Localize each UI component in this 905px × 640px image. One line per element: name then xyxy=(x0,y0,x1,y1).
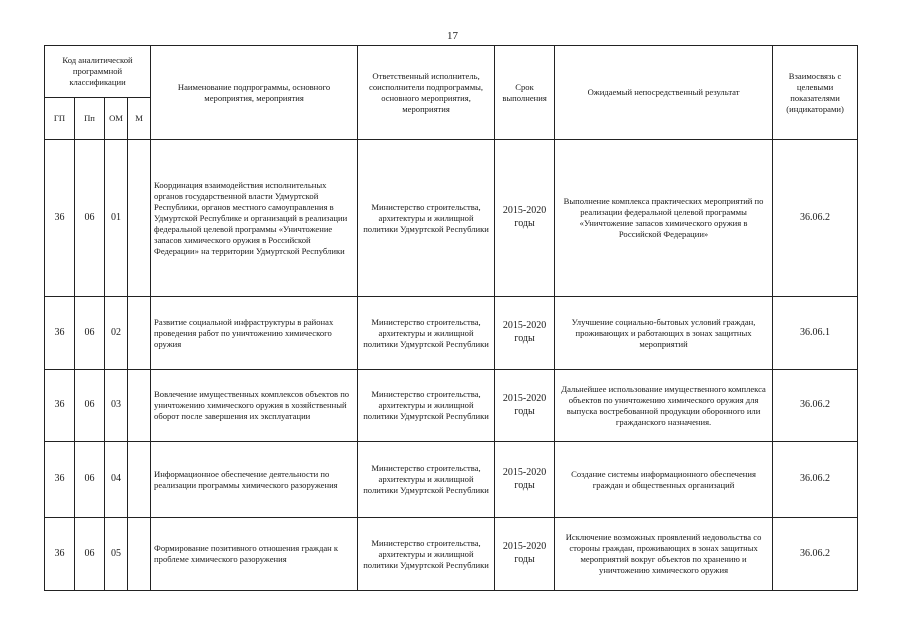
table-row xyxy=(45,518,858,591)
cell-om: 02 xyxy=(105,297,128,370)
cell-name: Развитие социальной инфраструктуры в районах проведения работ по уничтожению химического оружия xyxy=(151,297,358,370)
header-code-group: Код аналитической программной классификации xyxy=(45,46,151,98)
cell-om: 05 xyxy=(105,518,128,591)
cell-m xyxy=(128,140,151,297)
cell-term: 2015-2020 годы xyxy=(495,370,555,442)
cell-m xyxy=(128,518,151,591)
program-table xyxy=(44,45,858,591)
cell-gp: 36 xyxy=(45,297,75,370)
cell-name: Вовлечение имущественных комплексов объектов по уничтожению химического оружия в хозяйственный оборот после завершения их эксплуатации xyxy=(151,370,358,442)
header-pp: Пп xyxy=(75,98,105,140)
cell-result: Улучшение социально-бытовых условий граждан, проживающих и работающих в зонах защитных мероприятий xyxy=(555,297,773,370)
cell-executor: Министерство строительства, архитектуры и жилищной политики Удмуртской Республики xyxy=(358,140,495,297)
cell-pp: 06 xyxy=(75,140,105,297)
cell-result: Выполнение комплекса практических мероприятий по реализации федеральной целевой программы «Уничтожение запасов химического оружия в Российской Федерации» xyxy=(555,140,773,297)
header-m: М xyxy=(128,98,151,140)
cell-executor: Министерство строительства, архитектуры и жилищной политики Удмуртской Республики xyxy=(358,518,495,591)
cell-indicator: 36.06.2 xyxy=(773,140,858,297)
cell-name: Информационное обеспечение деятельности по реализации программы химического разоружения xyxy=(151,442,358,518)
cell-pp: 06 xyxy=(75,442,105,518)
cell-gp: 36 xyxy=(45,140,75,297)
cell-indicator: 36.06.1 xyxy=(773,297,858,370)
cell-executor: Министерство строительства, архитектуры и жилищной политики Удмуртской Республики xyxy=(358,442,495,518)
cell-gp: 36 xyxy=(45,518,75,591)
cell-om: 04 xyxy=(105,442,128,518)
cell-term: 2015-2020 годы xyxy=(495,518,555,591)
header-gp: ГП xyxy=(45,98,75,140)
cell-name: Формирование позитивного отношения граждан к проблеме химического разоружения xyxy=(151,518,358,591)
cell-term: 2015-2020 годы xyxy=(495,297,555,370)
header-row-1 xyxy=(45,46,858,98)
cell-result: Дальнейшее использование имущественного комплекса объектов по уничтожению химического оружия для выпуска востребованной продукции оборонного или гражданского назначения. xyxy=(555,370,773,442)
cell-gp: 36 xyxy=(45,442,75,518)
header-om: ОМ xyxy=(105,98,128,140)
cell-term: 2015-2020 годы xyxy=(495,442,555,518)
cell-result: Создание системы информационного обеспечения граждан и общественных организаций xyxy=(555,442,773,518)
header-term: Срок выполнения xyxy=(495,46,555,140)
table-row xyxy=(45,370,858,442)
cell-m xyxy=(128,297,151,370)
cell-indicator: 36.06.2 xyxy=(773,518,858,591)
cell-indicator: 36.06.2 xyxy=(773,370,858,442)
cell-executor: Министерство строительства, архитектуры и жилищной политики Удмуртской Республики xyxy=(358,370,495,442)
cell-gp: 36 xyxy=(45,370,75,442)
header-name: Наименование подпрограммы, основного мероприятия, мероприятия xyxy=(151,46,358,140)
cell-pp: 06 xyxy=(75,297,105,370)
table-row xyxy=(45,297,858,370)
cell-result: Исключение возможных проявлений недовольства со стороны граждан, проживающих в зонах защитных мероприятий вокруг объектов по хранению и уничтожению химического оружия xyxy=(555,518,773,591)
cell-om: 01 xyxy=(105,140,128,297)
cell-name: Координация взаимодействия исполнительных органов государственной власти Удмуртской Республики, органов местного самоуправления в Удмуртской Республике и организаций в реализации федеральной целевой программы «Уничтожение запасов химического оружия в Российской Федерации» на территории Удмуртской Республики xyxy=(151,140,358,297)
cell-pp: 06 xyxy=(75,370,105,442)
cell-om: 03 xyxy=(105,370,128,442)
header-executor: Ответственный исполнитель, соисполнители подпрограммы, основного мероприятия, мероприятия xyxy=(358,46,495,140)
cell-term: 2015-2020 годы xyxy=(495,140,555,297)
header-indicators: Взаимосвязь с целевыми показателями (индикаторами) xyxy=(773,46,858,140)
cell-indicator: 36.06.2 xyxy=(773,442,858,518)
cell-m xyxy=(128,370,151,442)
table-row xyxy=(45,442,858,518)
header-result: Ожидаемый непосредственный результат xyxy=(555,46,773,140)
table-row xyxy=(45,140,858,297)
cell-pp: 06 xyxy=(75,518,105,591)
page-number: 17 xyxy=(447,30,458,42)
cell-m xyxy=(128,442,151,518)
cell-executor: Министерство строительства, архитектуры и жилищной политики Удмуртской Республики xyxy=(358,297,495,370)
